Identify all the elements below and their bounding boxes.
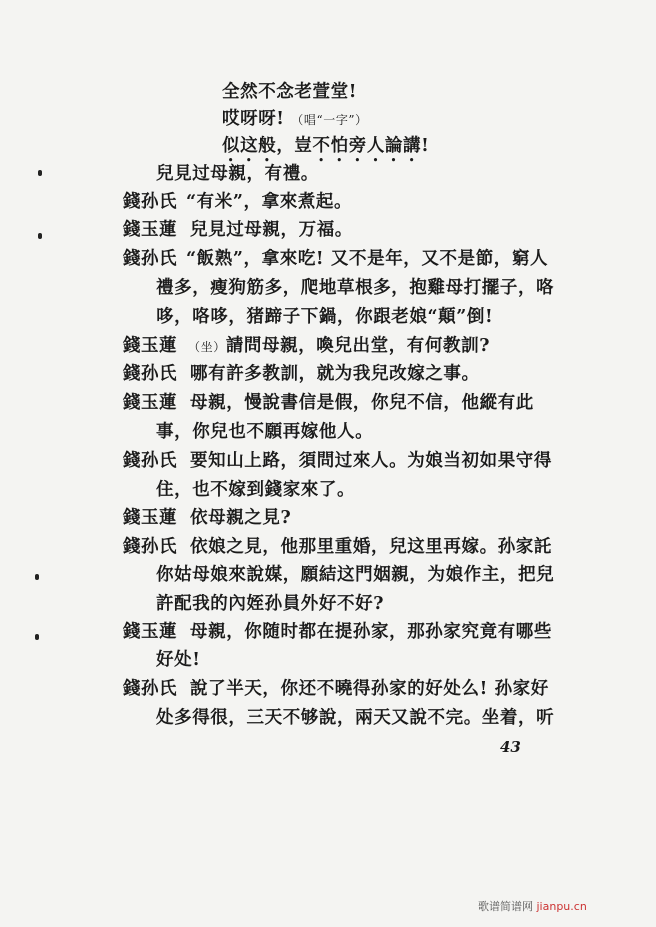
verse-line	[222, 136, 429, 166]
speaker: 錢孙氏	[123, 192, 177, 212]
dialogue-line: 事，你兒也不願再嫁他人。	[156, 422, 374, 442]
dialogue-line: 要知山上路，須問过來人。为娘当初如果守得	[190, 451, 552, 471]
verse-text: ，豈	[276, 136, 313, 156]
margin-mark	[35, 634, 39, 640]
dialogue-line: 禮多，瘦狗筋多，爬地草根多，抱雞母打擺子，咯	[156, 278, 555, 298]
dialogue-line: 依母親之見?	[190, 508, 292, 528]
dialogue-line: 好处!	[156, 650, 201, 670]
dialogue-line: 許配我的內姪孙員外好不好?	[156, 594, 385, 614]
margin-mark	[35, 574, 39, 580]
verse-line	[222, 109, 368, 130]
dialogue-line: 哆，咯哆，猪蹄子下鍋，你跟老娘“顛”倒!	[156, 307, 494, 327]
watermark-url: jianpu.cn	[536, 900, 587, 913]
margin-mark	[38, 233, 42, 239]
speaker: 錢玉蓮	[123, 336, 177, 356]
emphasized-text: 不怕旁人論講	[312, 136, 422, 156]
speaker: 錢孙氏	[123, 249, 177, 269]
dialogue-line: 住，也不嫁到錢家來了。	[156, 480, 356, 500]
speaker: 錢玉蓮	[123, 220, 177, 240]
margin-mark	[38, 170, 42, 176]
dialogue-line: 兒見过母親，万福。	[190, 220, 353, 240]
dialogue-line: 处多得很，三天不够說，兩天又說不完。坐着，听	[156, 708, 555, 728]
watermark	[478, 898, 587, 914]
speaker: 錢玉蓮	[123, 508, 177, 528]
verse-text: 哎呀呀!	[222, 109, 285, 129]
dialogue-line: 你姑母娘來說媒，願結这門姻親，为娘作主，把兒	[156, 565, 555, 585]
dialogue-line: 兒見过母親，有禮。	[156, 164, 319, 184]
speaker: 錢孙氏	[123, 679, 177, 699]
dialogue-line: “有米”，拿來煮起。	[186, 192, 353, 212]
speaker: 錢玉蓮	[123, 393, 177, 413]
page-number: 43	[500, 738, 521, 756]
dialogue-text: 請問母親，喚兒出堂，有何教訓?	[225, 336, 491, 356]
dialogue-line: 母親，你随时都在提孙家，那孙家究竟有哪些	[190, 622, 552, 642]
dialogue-line: “飯熟”，拿來吃! 又不是年，又不是節，窮人	[186, 249, 549, 269]
verse-line: 全然不念老萱堂!	[222, 82, 357, 102]
stage-direction: （唱“一字”）	[291, 113, 368, 127]
emphasized-text: 似这般	[222, 136, 277, 156]
watermark-name: 歌谱简谱网	[478, 900, 533, 913]
verse-text: !	[421, 136, 430, 156]
dialogue-line: 母親，慢說書信是假，你兒不信，他縱有此	[190, 393, 534, 413]
dialogue-line: 哪有許多教訓，就为我兒改嫁之事。	[190, 364, 480, 384]
stage-direction: （坐）	[188, 340, 226, 354]
dialogue-line: 說了半天，你还不曉得孙家的好处么! 孙家好	[190, 679, 549, 699]
dialogue-line: 依娘之見，他那里重婚，兒这里再嫁。孙家託	[190, 537, 552, 557]
speaker: 錢玉蓮	[123, 622, 177, 642]
speaker: 錢孙氏	[123, 364, 177, 384]
speaker: 錢孙氏	[123, 451, 177, 471]
dialogue-line	[188, 336, 490, 357]
speaker: 錢孙氏	[123, 537, 177, 557]
